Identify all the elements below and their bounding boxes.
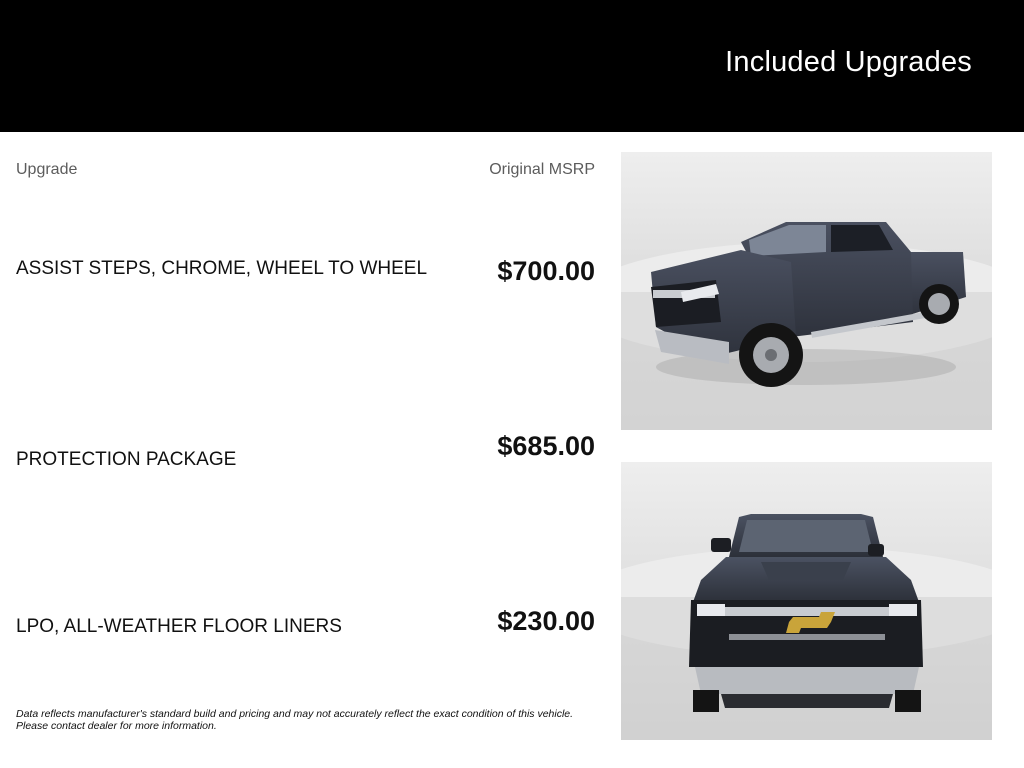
- vehicle-photo-front: [621, 462, 992, 740]
- upgrade-column-header: Upgrade: [16, 161, 78, 178]
- upgrade-name: PROTECTION PACKAGE: [16, 449, 237, 470]
- upgrade-name: LPO, ALL-WEATHER FLOOR LINERS: [16, 616, 342, 637]
- upgrade-name: ASSIST STEPS, CHROME, WHEEL TO WHEEL: [16, 258, 428, 279]
- header-bar: [0, 0, 1024, 132]
- vehicle-photo-side: [621, 152, 992, 430]
- msrp-column-header: Original MSRP: [489, 161, 595, 178]
- upgrade-price: $230.00: [497, 606, 595, 636]
- upgrade-price: $700.00: [497, 256, 595, 286]
- disclaimer-text: Data reflects manufacturer's standard build and pricing and may not accurately reflect the exact condition of this vehicle. Please contact dealer for more information.: [16, 708, 574, 732]
- page-title: Included Upgrades: [725, 46, 972, 78]
- upgrade-price: $685.00: [497, 431, 595, 461]
